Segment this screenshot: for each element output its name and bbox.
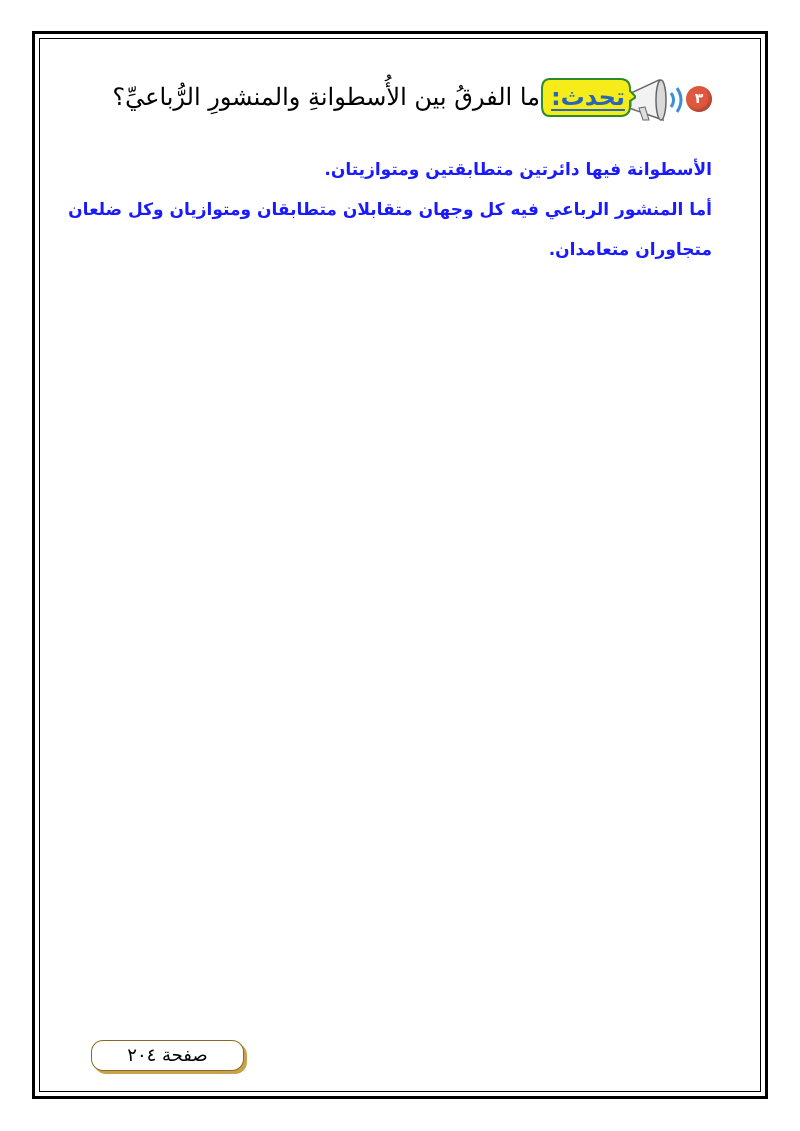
page-border-inner [39, 38, 761, 1092]
page-number-label: صفحة ٢٠٤ [91, 1040, 244, 1071]
answer-line-1: الأسطوانة فيها دائرتين متطابقتين ومتوازيتان. [324, 160, 712, 180]
question-text: ما الفرقُ بين الأُسطوانةِ والمنشورِ الرُّباعيِّ؟ [112, 83, 540, 111]
question-number-badge: ٣ [686, 86, 712, 112]
answer-line-2: أما المنشور الرباعي فيه كل وجهان متقابلان متطابقان ومتوازيان وكل ضلعان [68, 200, 712, 220]
answer-line-3: متجاوران متعامدان. [548, 240, 712, 260]
question-header [0, 68, 800, 138]
talk-label: تحدث: [551, 83, 625, 111]
